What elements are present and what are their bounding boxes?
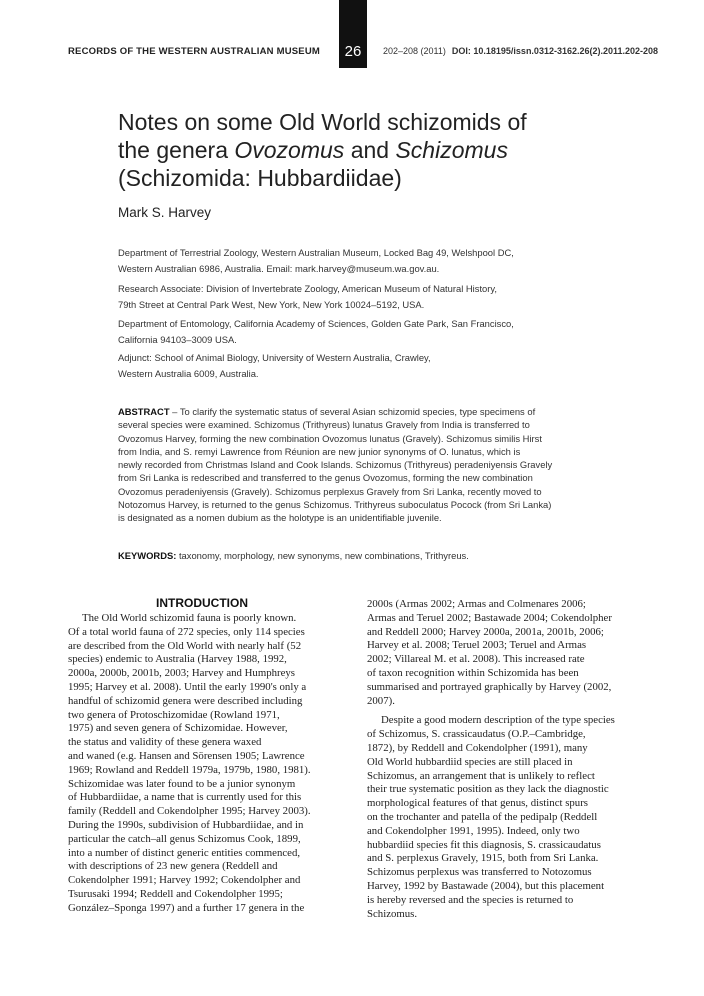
body-line: their true systematic position as they lack the diagnostic bbox=[367, 783, 609, 796]
body-line: 1969; Rowland and Reddell 1979a, 1979b, 1980, 1981). bbox=[68, 763, 311, 776]
title-line-2 bbox=[118, 136, 618, 164]
body-line: and Reddell 2000; Harvey 2000a, 2001a, 2001b, 2006; bbox=[367, 625, 604, 638]
doi[interactable]: DOI: 10.18195/issn.0312-3162.26(2).2011.202-208 bbox=[451, 46, 659, 56]
journal-name: RECORDS OF THE WESTERN AUSTRALIAN MUSEUM bbox=[68, 46, 321, 57]
title-and: and bbox=[344, 137, 396, 163]
abstract-line: Ovozomus Harvey, forming the new combination Ovozomus lunatus (Gravely). Schizomus similis Hirst bbox=[118, 432, 542, 444]
affiliation-line: 79th Street at Central Park West, New York, New York 10024–5192, USA. bbox=[118, 299, 425, 310]
body-line: and S. perplexus Gravely, 1915, both from Sri Lanka. bbox=[367, 852, 599, 865]
body-line: particular the catch–all genus Schizomus Cook, 1899, bbox=[68, 832, 301, 845]
body-line: Harvey et al. 2008; Teruel 2003; Teruel and Armas bbox=[367, 639, 587, 652]
body-line: Schizomus. bbox=[367, 907, 418, 920]
body-line: and waned (e.g. Hansen and Sörensen 1905; Lawrence bbox=[68, 749, 305, 762]
abstract-line: is designated as a nomen dubium as the holotype is an unidentifiable juvenile. bbox=[118, 512, 442, 524]
body-line: Tsurusaki 1994; Reddell and Cokendolpher 1995; bbox=[68, 887, 283, 900]
page-range: 202–208 (2011) bbox=[383, 46, 446, 56]
affiliation-line: Western Australian 6986, Australia. Email: mark.harvey@museum.wa.gov.au. bbox=[118, 263, 440, 274]
body-line: and Cokendolpher 1991, 1995). Indeed, only two bbox=[367, 824, 580, 837]
affiliation bbox=[118, 281, 618, 313]
body-line: are described from the Old World with nearly half (52 bbox=[68, 639, 302, 652]
body-line: Schizomus perplexus was transferred to Notozomus bbox=[367, 866, 592, 879]
body-line: 2000a, 2000b, 2001b, 2003; Harvey and Humphreys bbox=[68, 667, 295, 680]
body-line: Despite a good modern description of the type species bbox=[381, 714, 615, 727]
affiliation bbox=[118, 316, 618, 348]
page-range-doi bbox=[383, 46, 658, 56]
genus-schizomus: Schizomus bbox=[395, 137, 508, 163]
body-line: 1872), by Reddell and Cokendolpher (1991), many bbox=[367, 741, 588, 754]
affiliation-line: Western Australia 6009, Australia. bbox=[118, 368, 259, 379]
body-column-right bbox=[367, 598, 637, 921]
body-line: Schizomus, an arrangement that is unlikely to reflect bbox=[367, 769, 595, 782]
abstract-label: ABSTRACT bbox=[118, 406, 170, 417]
body-line: family (Reddell and Cokendolpher 1995; Harvey 2003). bbox=[68, 805, 311, 818]
abstract-line: Notozomus Harvey, is returned to the genus Schizomus. Trithyreus suboculatus Pocock (from Sri Lanka) bbox=[118, 499, 552, 511]
body-line: hubbardiid species fit this diagnosis, S. crassicaudatus bbox=[367, 838, 601, 851]
abstract-line: from Sri Lanka is redescribed and transferred to the genus Ovozomus, forming the new combination bbox=[118, 472, 533, 484]
title-line-3: (Schizomida: Hubbardiidae) bbox=[118, 165, 402, 191]
body-line: Schizomidae was later found to be a junior synonym bbox=[68, 777, 296, 790]
body-line: morphological features of that genus, distinct spurs bbox=[367, 797, 588, 810]
genus-ovozomus: Ovozomus bbox=[234, 137, 345, 163]
body-line: González–Sponga 1997) and a further 17 genera in the bbox=[68, 901, 305, 914]
affiliation-line: Adjunct: School of Animal Biology, University of Western Australia, Crawley, bbox=[118, 352, 431, 363]
affiliation-line: California 94103–3009 USA. bbox=[118, 334, 237, 345]
abstract bbox=[118, 405, 638, 525]
body-line: on the trochanter and patella of the pedipalp (Reddell bbox=[367, 810, 598, 823]
keywords-text: taxonomy, morphology, new synonyms, new combinations, Trithyreus. bbox=[176, 550, 469, 561]
body-line: Of a total world fauna of 272 species, only 114 species bbox=[68, 625, 305, 638]
body-line: The Old World schizomid fauna is poorly known. bbox=[82, 612, 297, 624]
author-name: Mark S. Harvey bbox=[118, 205, 212, 220]
body-line: of Schizomus, S. crassicaudatus (O.P.–Cambridge, bbox=[367, 728, 586, 741]
affiliation bbox=[118, 245, 618, 277]
body-line: 2007). bbox=[367, 694, 395, 707]
volume-number-box bbox=[339, 0, 367, 68]
body-line: summarised and portrayed graphically by Harvey (2002, bbox=[367, 680, 612, 693]
affiliation bbox=[118, 350, 618, 382]
body-line: is hereby reversed and the species is returned to bbox=[367, 893, 574, 906]
keywords bbox=[118, 550, 638, 561]
body-line: Armas and Teruel 2002; Bastawade 2004; Cokendolpher bbox=[367, 611, 612, 624]
body-line: of taxon recognition within Schizomida has been bbox=[367, 666, 579, 679]
body-line: the status and validity of these genera waxed bbox=[68, 736, 262, 749]
article-title bbox=[118, 108, 618, 192]
body-line: 1975) and seven genera of Schizomidae. However, bbox=[68, 722, 288, 735]
body-line: handful of schizomid genera were described including bbox=[68, 694, 303, 707]
body-line: 2000s (Armas 2002; Armas and Colmenares 2006; bbox=[367, 598, 586, 610]
affiliation-line: Department of Entomology, California Academy of Sciences, Golden Gate Park, San Francisco, bbox=[118, 318, 514, 329]
title-line-1: Notes on some Old World schizomids of bbox=[118, 109, 527, 135]
body-column-left bbox=[68, 598, 336, 916]
body-line: Old World hubbardiid species are still placed in bbox=[367, 755, 573, 768]
title-prefix: the genera bbox=[118, 137, 235, 163]
body-line: of Hubbardiidae, a name that is currently used for this bbox=[68, 791, 302, 804]
abstract-line: Ovozomus peradeniyensis (Gravely). Schizomus perplexus Gravely from Sri Lanka, recently moved to bbox=[118, 485, 542, 497]
body-line: 1995; Harvey et al. 2008). Until the early 1990's only a bbox=[68, 680, 307, 693]
volume-number: 26 bbox=[344, 43, 362, 60]
abstract-line: several species were examined. Schizomus (Trithyreus) lunatus Gravely from India is transferred to bbox=[118, 419, 530, 431]
keywords-label: KEYWORDS: bbox=[118, 550, 177, 561]
abstract-text: – To clarify the systematic status of several Asian schizomid species, type specimens of bbox=[169, 406, 536, 417]
abstract-line: from India, and S. remyi Lawrence from Réunion are new junior synonyms of O. lunatus, which is bbox=[118, 445, 521, 457]
abstract-line bbox=[118, 405, 638, 418]
body-line: with descriptions of 23 new genera (Reddell and bbox=[68, 860, 278, 873]
body-line: During the 1990s, subdivision of Hubbardiidae, and in bbox=[68, 818, 304, 831]
body-line: Cokendolpher 1991; Harvey 1992; Cokendolpher and bbox=[68, 874, 301, 887]
body-line: 2002; Villareal M. et al. 2008). This increased rate bbox=[367, 653, 585, 666]
body-line: species) endemic to Australia (Harvey 1988, 1992, bbox=[68, 653, 287, 666]
affiliation-line: Department of Terrestrial Zoology, Western Australian Museum, Locked Bag 49, Welshpool DC, bbox=[118, 247, 514, 258]
body-line: Harvey, 1992 by Bastawade (2004), but this placement bbox=[367, 879, 605, 892]
affiliation-line: Research Associate: Division of Invertebrate Zoology, American Museum of Natural History, bbox=[118, 283, 497, 294]
body-line: into a number of distinct generic entities commenced, bbox=[68, 846, 301, 859]
body-line: two genera of Protoschizomidae (Rowland 1971, bbox=[68, 708, 280, 721]
section-heading-introduction: INTRODUCTION bbox=[156, 596, 248, 610]
abstract-line: newly recorded from Christmas Island and Cook Islands. Schizomus (Trithyreus) peradeniyensis Gravely bbox=[118, 459, 553, 471]
